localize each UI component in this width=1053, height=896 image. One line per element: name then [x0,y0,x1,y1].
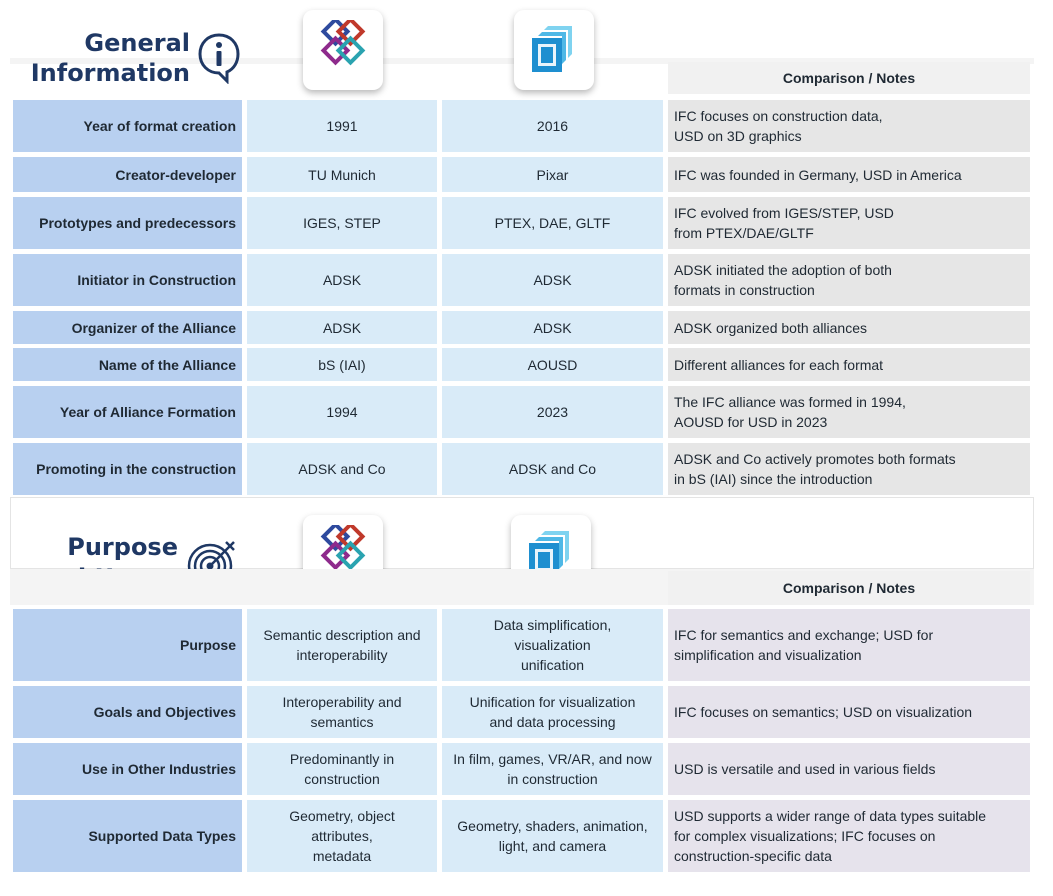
row-label: Promoting in the construction [36,461,236,477]
ifc-value-cell [247,348,437,381]
comparison-note-cell [668,443,1030,495]
comparison-note-cell [668,197,1030,249]
row-label: Initiator in Construction [77,272,236,288]
usd-value-cell [442,743,663,795]
section-title-general-information: General Information [30,29,190,87]
ifc-value-cell [247,157,437,192]
usd-value: Unification for visualization and data processing [469,694,636,730]
comparison-note-cell [668,800,1030,872]
row-label: Year of Alliance Formation [59,404,236,420]
ifc-value-cell [247,686,437,738]
usd-value-cell [442,254,663,306]
comparison-note: IFC focuses on construction data, USD on 3D graphics [674,108,883,144]
ifc-value: ADSK and Co [298,461,386,477]
comparison-note: USD supports a wider range of data types suitable for complex visualizations; IFC focuses on construction-specific data [674,808,987,864]
usd-value-cell [442,443,663,495]
usd-value-cell [442,348,663,381]
row-label: Creator-developer [115,166,236,183]
row-label-cell [13,254,242,306]
row-label: Purpose [179,637,236,653]
ifc-value: Semantic description and interoperability [263,627,421,663]
usd-value: Data simplification, visualization unification [493,617,612,673]
usd-logo-1 [514,10,594,90]
comparison-note-cell [668,311,1030,344]
usd-value: ADSK [533,272,572,288]
ifc-logo-1 [303,10,383,90]
usd-value: ADSK and Co [508,461,597,477]
comparison-note: ADSK initiated the adoption of both formats in construction [674,262,892,298]
usd-value-cell [442,100,663,152]
usd-value: PTEX, DAE, GLTF [494,215,611,231]
row-label-cell [13,609,242,681]
usd-value: AOUSD [527,356,578,373]
comparison-note: ADSK and Co actively promotes both formats in bS (IAI) since the introduction [674,451,956,487]
notes-header-1: Comparison / Notes [668,62,1030,94]
row-label-cell [13,311,242,344]
usd-value: ADSK [533,319,572,336]
ifc-value: 1991 [326,118,358,134]
comparison-note: IFC focuses on semantics; USD on visualization [674,704,973,720]
row-label: Supported Data Types [88,828,236,844]
notes-header-2: Comparison / Notes [668,571,1030,605]
ifc-value: 1994 [326,404,358,420]
row-label: Organizer of the Alliance [71,319,236,336]
ifc-value-cell [247,743,437,795]
comparison-note: Different alliances for each format [674,356,884,373]
row-label-cell [13,800,242,872]
usd-value: 2016 [536,118,569,134]
comparison-note: USD is versatile and used in various fields [674,761,936,777]
section-title-purpose-and-usage: Purpose [67,533,178,561]
ifc-value: Geometry, object attributes, metadata [289,808,395,864]
usd-value: In film, games, VR/AR, and now in construction [453,751,652,787]
row-label-cell [13,348,242,381]
ifc-value-cell [247,197,437,249]
usd-value: Geometry, shaders, animation, light, and camera [457,818,648,854]
comparison-note: IFC evolved from IGES/STEP, USD from PTEX/DAE/GLTF [674,205,894,241]
row-label-cell [13,100,242,152]
row-label: Use in Other Industries [81,761,236,777]
row-label: Goals and Objectives [93,704,236,720]
ifc-value-cell [247,800,437,872]
usd-value: Pixar [536,166,569,183]
ifc-value-cell [247,311,437,344]
row-label-cell [13,386,242,438]
comparison-note: The IFC alliance was formed in 1994, AOUSD for USD in 2023 [674,394,906,430]
ifc-value-cell [247,443,437,495]
usd-value-cell [442,157,663,192]
ifc-value: Predominantly in construction [289,751,395,787]
comparison-note-cell [668,157,1030,192]
row-label: Name of the Alliance [98,356,236,373]
usd-value-cell [442,197,663,249]
ifc-value-cell [247,386,437,438]
ifc-logo-icon [313,20,373,80]
usd-logo-icon [524,20,584,80]
usd-value-cell [442,686,663,738]
ifc-value: bS (IAI) [318,356,366,373]
comparison-note: IFC for semantics and exchange; USD for simplification and visualization [674,627,934,663]
row-label-cell [13,197,242,249]
comparison-note-cell [668,686,1030,738]
comparison-note-cell [668,609,1030,681]
ifc-value: TU Munich [308,166,376,183]
usd-value-cell [442,800,663,872]
usd-value: 2023 [536,404,569,420]
row-label: Prototypes and predecessors [39,215,236,231]
comparison-note: ADSK organized both alliances [674,319,868,336]
comparison-note-cell [668,254,1030,306]
row-label-cell [13,743,242,795]
comparison-note-cell [668,386,1030,438]
row-label-cell [13,443,242,495]
comparison-note-cell [668,743,1030,795]
ifc-value: ADSK [322,272,362,288]
row-label-cell [13,686,242,738]
ifc-value: IGES, STEP [303,215,381,231]
ifc-value-cell [247,100,437,152]
ifc-value-cell [247,609,437,681]
row-label-cell [13,157,242,192]
usd-value-cell [442,386,663,438]
usd-value-cell [442,609,663,681]
ifc-value: Interoperability and semantics [282,694,402,730]
row-label: Year of format creation [83,118,236,134]
comparison-note: IFC was founded in Germany, USD in America [674,166,962,183]
comparison-note-cell [668,348,1030,381]
ifc-value: ADSK [322,319,362,336]
comparison-note-cell [668,100,1030,152]
ifc-value-cell [247,254,437,306]
info-icon [197,32,241,84]
usd-value-cell [442,311,663,344]
